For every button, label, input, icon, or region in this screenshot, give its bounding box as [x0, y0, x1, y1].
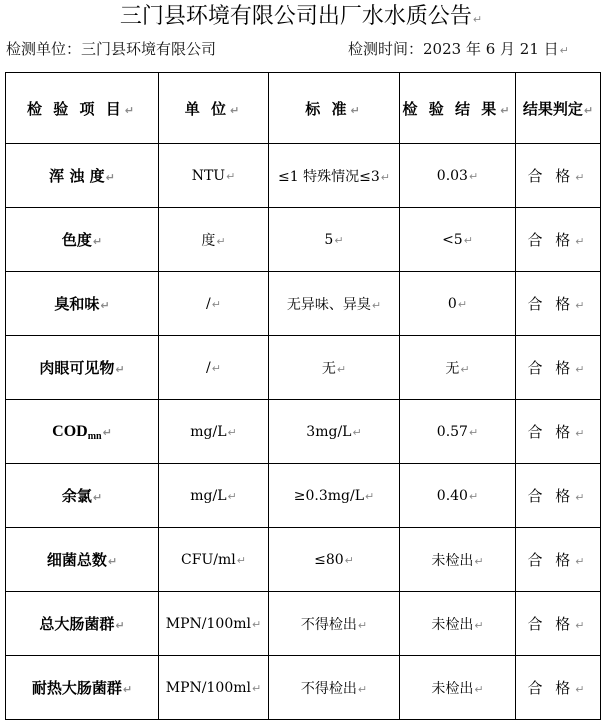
unit-cell: /↵ [159, 272, 269, 336]
result-cell: 0.40↵ [400, 464, 516, 528]
standard-cell: ≤1 特殊情况≤3↵ [269, 144, 400, 208]
water-quality-table [5, 72, 601, 720]
page-title [0, 2, 602, 35]
standard-cell: 5↵ [269, 208, 400, 272]
unit-cell: mg/L↵ [159, 464, 269, 528]
table-row [6, 144, 601, 208]
standard-cell: 不得检出↵ [269, 592, 400, 656]
item-cell: $COD_{mn}↵$ [6, 400, 159, 464]
result-cell: 0.57↵ [400, 400, 516, 464]
table-row [6, 592, 601, 656]
paragraph-mark-icon: ↵ [350, 103, 363, 117]
judgement-cell: 合 格↵ [516, 464, 601, 528]
item-cell: 臭和味↵ [6, 272, 159, 336]
paragraph-mark-icon: ↵ [472, 13, 483, 26]
unit-cell: /↵ [159, 336, 269, 400]
standard-cell: 不得检出↵ [269, 656, 400, 720]
table-row [6, 208, 601, 272]
result-cell: 0↵ [400, 272, 516, 336]
unit-cell: NTU↵ [159, 144, 269, 208]
judgement-cell: 合 格↵ [516, 656, 601, 720]
unit-cell: 度↵ [159, 208, 269, 272]
standard-cell: ≤80↵ [269, 528, 400, 592]
item-cell: 色度↵ [6, 208, 159, 272]
item-cell: 细菌总数↵ [6, 528, 159, 592]
unit-cell: mg/L↵ [159, 400, 269, 464]
judgement-cell: 合 格↵ [516, 208, 601, 272]
item-cell: 余氯↵ [6, 464, 159, 528]
result-cell: 未检出↵ [400, 656, 516, 720]
testing-unit [6, 38, 216, 60]
result-cell: 0.03↵ [400, 144, 516, 208]
item-cell: 肉眼可见物↵ [6, 336, 159, 400]
standard-cell: 3mg/L↵ [269, 400, 400, 464]
table-row [6, 656, 601, 720]
title-text: 三门县环境有限公司出厂水水质公告 [119, 4, 472, 29]
judgement-cell: 合 格↵ [516, 400, 601, 464]
judgement-cell: 合 格↵ [516, 592, 601, 656]
paragraph-mark-icon: ↵ [124, 103, 137, 117]
testing-unit-text: 检测单位：三门县环境有限公司 [6, 40, 217, 58]
paragraph-mark-icon: ↵ [230, 103, 243, 117]
unit-cell: MPN/100ml↵ [159, 592, 269, 656]
judgement-cell: 合 格↵ [516, 272, 601, 336]
testing-time-text: 检测时间：2023 年 6 月 21 日 [348, 40, 559, 58]
header-standard: 标 准↵ [269, 73, 400, 144]
result-cell: 无↵ [400, 336, 516, 400]
judgement-cell: 合 格↵ [516, 144, 601, 208]
table-row [6, 528, 601, 592]
paragraph-mark-icon: ↵ [500, 103, 513, 117]
standard-cell: 无异味、异臭↵ [269, 272, 400, 336]
paragraph-mark-icon: ↵ [583, 103, 594, 117]
header-judgement: 结果判定↵ [516, 73, 601, 144]
paragraph-mark-icon: ↵ [559, 44, 569, 57]
standard-cell: 无↵ [269, 336, 400, 400]
table-row [6, 272, 601, 336]
result-cell: <5↵ [400, 208, 516, 272]
header-unit: 单 位↵ [159, 73, 269, 144]
header-item: 检 验 项 目↵ [6, 73, 159, 144]
unit-cell: CFU/ml↵ [159, 528, 269, 592]
table-row [6, 336, 601, 400]
table-row [6, 400, 601, 464]
item-cell: 耐热大肠菌群↵ [6, 656, 159, 720]
item-cell: 总大肠菌群↵ [6, 592, 159, 656]
table-row [6, 464, 601, 528]
testing-time [348, 38, 569, 62]
item-cell: 浑 浊 度↵ [6, 144, 159, 208]
unit-cell: MPN/100ml↵ [159, 656, 269, 720]
result-cell: 未检出↵ [400, 528, 516, 592]
judgement-cell: 合 格↵ [516, 528, 601, 592]
result-cell: 未检出↵ [400, 592, 516, 656]
table-header-row [6, 73, 601, 144]
standard-cell: ≥0.3mg/L↵ [269, 464, 400, 528]
header-result: 检 验 结 果↵ [400, 73, 516, 144]
judgement-cell: 合 格↵ [516, 336, 601, 400]
